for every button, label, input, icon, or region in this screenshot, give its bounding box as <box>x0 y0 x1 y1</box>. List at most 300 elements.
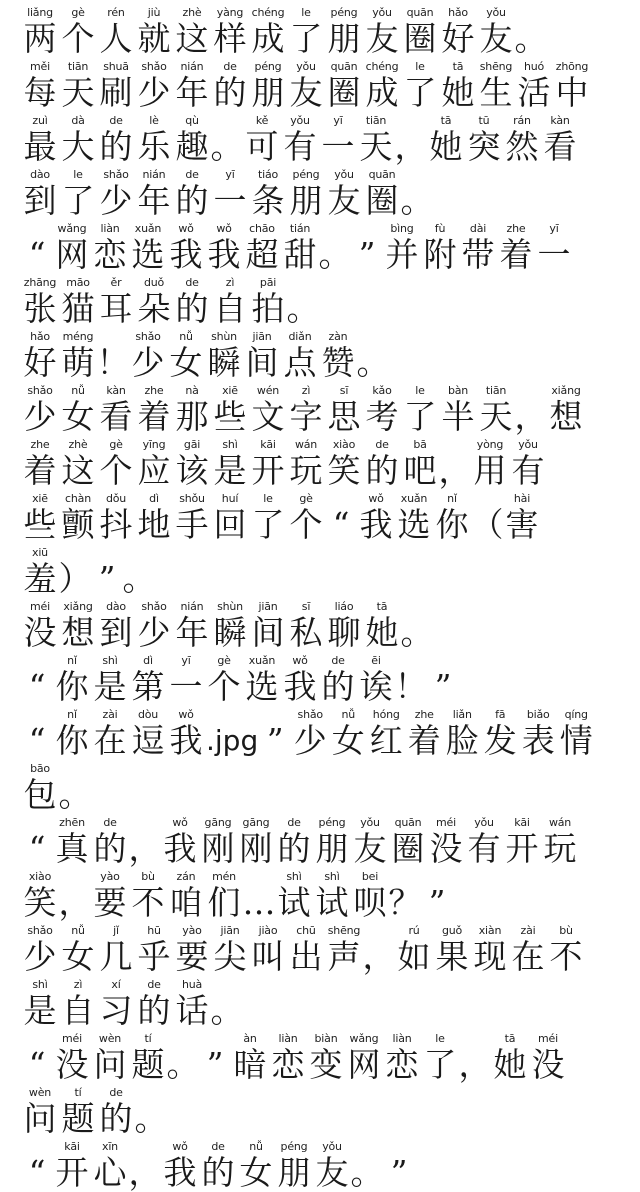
ruby-char <box>60 276 96 328</box>
pinyin: qíng <box>564 708 588 721</box>
hanzi: ” <box>266 721 284 760</box>
pinyin: zhè <box>68 438 88 451</box>
hanzi: 文 <box>251 397 285 436</box>
pinyin: zài <box>520 924 536 937</box>
hanzi: 看 <box>99 397 133 436</box>
hanzi: 这 <box>61 451 95 490</box>
hanzi: 的 <box>213 73 247 112</box>
hanzi: 刚 <box>239 829 273 868</box>
ruby-char <box>136 1086 166 1138</box>
hanzi: 变 <box>309 1045 343 1084</box>
ruby-char <box>22 114 58 166</box>
ruby-char <box>384 1032 420 1084</box>
pinyin: mén <box>212 870 236 883</box>
ruby-char <box>206 222 242 274</box>
pinyin: nǐ <box>67 708 77 721</box>
pinyin: liàn <box>278 1032 298 1045</box>
pinyin: gè <box>109 438 123 451</box>
ruby-char <box>326 60 362 112</box>
text-line <box>22 868 622 922</box>
pinyin: chéng <box>251 6 285 19</box>
hanzi: 要 <box>93 883 127 922</box>
pinyin: yǒu <box>334 168 354 181</box>
hanzi: 思 <box>327 397 361 436</box>
hanzi: 几 <box>99 937 133 976</box>
ruby-char <box>250 276 286 328</box>
pinyin: zhe <box>414 708 434 721</box>
hanzi: 笑 <box>23 883 57 922</box>
pinyin: kàn <box>550 114 570 127</box>
hanzi: 并 <box>385 235 419 274</box>
hanzi: 天 <box>61 73 95 112</box>
hanzi: 年 <box>137 181 171 220</box>
pinyin: bù <box>559 924 573 937</box>
ruby-char <box>282 222 318 274</box>
hanzi: 你 <box>435 505 469 544</box>
pinyin: zì <box>301 384 311 397</box>
pinyin: sī <box>301 600 311 613</box>
pinyin: wèn <box>28 1086 52 1099</box>
ruby-char <box>250 924 286 976</box>
hanzi: 圈 <box>403 19 437 58</box>
pinyin: rú <box>408 924 420 937</box>
ruby-char <box>212 6 248 58</box>
pinyin: xiào <box>332 438 356 451</box>
pinyin: péng <box>330 6 358 19</box>
hanzi: 些 <box>23 505 57 544</box>
ruby-char <box>288 438 324 490</box>
hanzi: 考 <box>365 397 399 436</box>
ruby-char <box>60 330 96 382</box>
ruby-char <box>60 600 96 652</box>
hanzi: 羞 <box>23 559 57 598</box>
text-line <box>22 1030 622 1084</box>
ruby-char <box>130 222 166 274</box>
hanzi: 没 <box>55 1045 89 1084</box>
ruby-char <box>244 114 280 166</box>
hanzi: 圈 <box>365 181 399 220</box>
hanzi: 自 <box>213 289 247 328</box>
ruby-char <box>54 1140 90 1192</box>
hanzi: 我 <box>207 235 241 274</box>
pinyin: yīng <box>142 438 166 451</box>
ruby-char <box>22 384 58 436</box>
hanzi: ！ <box>96 343 130 382</box>
hanzi: 一 <box>321 127 355 166</box>
hanzi: 间 <box>245 343 279 382</box>
hanzi: 女 <box>239 1153 273 1192</box>
hanzi: 想 <box>549 397 583 436</box>
pinyin: le <box>263 492 273 505</box>
pinyin: gè <box>299 492 313 505</box>
pinyin: wén <box>256 384 280 397</box>
ruby-char <box>174 438 210 490</box>
hanzi: 颤 <box>61 505 95 544</box>
ruby-char <box>60 438 96 490</box>
hanzi: 习 <box>99 991 133 1030</box>
pinyin: gè <box>217 654 231 667</box>
pinyin: dài <box>469 222 487 235</box>
pinyin: huó <box>523 60 545 73</box>
pinyin: yǒu <box>360 816 380 829</box>
ruby-char <box>60 978 96 1030</box>
hanzi: 她 <box>365 613 399 652</box>
pinyin: shuā <box>103 60 129 73</box>
hanzi: 年 <box>175 73 209 112</box>
pinyin: wǒ <box>368 492 384 505</box>
ruby-char <box>390 816 426 868</box>
ruby-char <box>288 6 324 58</box>
ruby-char <box>22 276 58 328</box>
pinyin: zài <box>102 708 118 721</box>
ruby-char <box>250 384 286 436</box>
hanzi: ， <box>58 883 92 922</box>
hanzi: 回 <box>213 505 247 544</box>
hanzi: 。 <box>58 775 92 814</box>
hanzi: 超 <box>245 235 279 274</box>
pinyin: wǒ <box>178 708 194 721</box>
pinyin: shǒu <box>179 492 205 505</box>
hanzi: 题 <box>61 1099 95 1138</box>
ruby-char <box>270 1032 306 1084</box>
ruby-char <box>22 330 58 382</box>
text-line <box>22 274 622 328</box>
hanzi: 我 <box>163 1153 197 1192</box>
hanzi: 友 <box>353 829 387 868</box>
pinyin: wǒ <box>216 222 232 235</box>
ruby-char <box>402 168 432 220</box>
hanzi: 少 <box>99 181 133 220</box>
hanzi: 友 <box>365 19 399 58</box>
pinyin: duǒ <box>143 276 165 289</box>
hanzi: 玩 <box>289 451 323 490</box>
ruby-char <box>440 438 470 490</box>
text-line <box>22 652 622 706</box>
pinyin: wán <box>548 816 572 829</box>
hanzi: ， <box>514 397 548 436</box>
ruby-char <box>472 492 502 544</box>
hanzi: 成 <box>251 19 285 58</box>
hanzi: 。 <box>356 343 390 382</box>
ruby-char <box>22 546 58 598</box>
hanzi: 友 <box>315 1153 349 1192</box>
hanzi: ， <box>394 127 428 166</box>
ruby-char <box>558 708 594 760</box>
hanzi: 了 <box>251 505 285 544</box>
pinyin: yī <box>181 654 191 667</box>
ruby-char <box>200 1140 236 1192</box>
ruby-char <box>212 384 248 436</box>
ruby-char <box>282 654 318 706</box>
pinyin: jiān <box>252 330 272 343</box>
hanzi: 生 <box>479 73 513 112</box>
hanzi: 手 <box>175 505 209 544</box>
hanzi: 声 <box>327 937 361 976</box>
ruby-char <box>98 276 134 328</box>
pinyin: chū <box>296 924 316 937</box>
ruby-char <box>124 546 154 598</box>
pinyin: jiù <box>147 6 161 19</box>
hanzi: ” <box>434 667 452 706</box>
ruby-char <box>238 816 274 868</box>
pinyin: le <box>415 384 425 397</box>
pinyin: nián <box>180 60 204 73</box>
hanzi: 不 <box>549 937 583 976</box>
ruby-char <box>168 708 204 760</box>
ruby-char <box>250 438 286 490</box>
text-line <box>22 544 622 598</box>
hanzi: 些 <box>213 397 247 436</box>
pinyin: gāng <box>242 816 270 829</box>
hanzi: 的 <box>201 1153 235 1192</box>
ruby-char <box>358 654 394 706</box>
ruby-char <box>212 600 248 652</box>
ruby-char <box>136 924 172 976</box>
pinyin: liáo <box>334 600 354 613</box>
pinyin: tā <box>504 1032 516 1045</box>
hanzi: 一 <box>213 181 247 220</box>
pinyin: lè <box>149 114 159 127</box>
pinyin: shùn <box>217 600 243 613</box>
hanzi: 心 <box>93 1153 127 1192</box>
pinyin: quān <box>394 816 422 829</box>
hanzi: 的 <box>175 181 209 220</box>
hanzi: ” <box>390 1153 408 1192</box>
pinyin: shǎo <box>135 330 161 343</box>
pinyin: shì <box>102 654 118 667</box>
ruby-char <box>308 1032 344 1084</box>
hanzi: 着 <box>137 397 171 436</box>
pinyin: zhe <box>144 384 164 397</box>
ruby-char <box>174 276 210 328</box>
hanzi: 尖 <box>213 937 247 976</box>
hanzi: 呗 <box>353 883 387 922</box>
ruby-char <box>60 492 96 544</box>
hanzi: 如 <box>397 937 431 976</box>
hanzi: “ <box>28 829 46 868</box>
hanzi: 。 <box>210 127 244 166</box>
hanzi: 趣 <box>175 127 209 166</box>
ruby-char <box>326 6 362 58</box>
pinyin: bàn <box>447 384 469 397</box>
ruby-char <box>98 6 134 58</box>
hanzi: 你 <box>55 721 89 760</box>
hanzi: 猫 <box>61 289 95 328</box>
pinyin: bei <box>361 870 379 883</box>
hanzi: 可 <box>245 127 279 166</box>
hanzi: 不 <box>131 883 165 922</box>
hanzi: 情 <box>559 721 593 760</box>
hanzi: 个 <box>207 667 241 706</box>
pinyin: zhōng <box>555 60 589 73</box>
ruby-char <box>130 330 166 382</box>
hanzi: 女 <box>169 343 203 382</box>
pinyin: jǐ <box>113 924 119 937</box>
ruby-char <box>282 114 318 166</box>
hanzi: 朵 <box>137 289 171 328</box>
hanzi: 她 <box>493 1045 527 1084</box>
pinyin: de <box>185 276 199 289</box>
hanzi: 有 <box>283 127 317 166</box>
ruby-char <box>396 654 426 706</box>
hanzi: 女 <box>61 937 95 976</box>
ruby-char <box>22 708 52 760</box>
hanzi: 问 <box>93 1045 127 1084</box>
pinyin: xiē <box>222 384 238 397</box>
hanzi: 成 <box>365 73 399 112</box>
hanzi: 突 <box>467 127 501 166</box>
hanzi: ” <box>428 883 446 922</box>
hanzi: 网 <box>347 1045 381 1084</box>
hanzi: 表 <box>521 721 555 760</box>
pinyin: wǎng <box>57 222 87 235</box>
hanzi: 朋 <box>289 181 323 220</box>
pinyin: tiān <box>365 114 387 127</box>
hanzi: 没 <box>429 829 463 868</box>
text-line <box>22 4 622 58</box>
hanzi: 刚 <box>201 829 235 868</box>
ruby-char <box>472 924 508 976</box>
hanzi: 天 <box>359 127 393 166</box>
hanzi: 少 <box>131 343 165 382</box>
hanzi: 然 <box>505 127 539 166</box>
hanzi: 没 <box>23 613 57 652</box>
ruby-char <box>314 1140 350 1192</box>
ruby-char <box>60 114 96 166</box>
hanzi: 。 <box>122 559 156 598</box>
ruby-char <box>440 60 476 112</box>
hanzi: ！ <box>394 667 428 706</box>
hanzi: 地 <box>137 505 171 544</box>
pinyin: de <box>103 816 117 829</box>
hanzi: 耳 <box>99 289 133 328</box>
hanzi: 个 <box>99 451 133 490</box>
hanzi: 是 <box>23 991 57 1030</box>
hanzi: 用 <box>473 451 507 490</box>
pinyin: péng <box>280 1140 308 1153</box>
hanzi: 女 <box>61 397 95 436</box>
hanzi: 我 <box>169 235 203 274</box>
ruby-char <box>22 600 58 652</box>
ruby-char <box>250 60 286 112</box>
pinyin: zán <box>176 870 196 883</box>
hanzi: 抖 <box>99 505 133 544</box>
hanzi: 。 <box>318 235 352 274</box>
pinyin: quān <box>368 168 396 181</box>
ruby-char <box>212 924 248 976</box>
hanzi: 赞 <box>321 343 355 382</box>
hanzi: 活 <box>517 73 551 112</box>
pinyin: shì <box>324 870 340 883</box>
ruby-char <box>406 708 442 760</box>
pinyin: wǒ <box>292 654 308 667</box>
pinyin: hǎo <box>30 330 50 343</box>
hanzi: ” <box>358 235 376 274</box>
ruby-char <box>548 384 584 436</box>
ruby-char <box>326 600 362 652</box>
pinyin: nǐ <box>67 654 77 667</box>
hanzi: “ <box>28 1153 46 1192</box>
ruby-char <box>276 870 312 922</box>
ruby-char <box>136 6 172 58</box>
ruby-char <box>212 168 248 220</box>
ruby-char <box>54 816 90 868</box>
ruby-char <box>136 438 172 490</box>
ruby-char <box>314 816 350 868</box>
pinyin: xiàn <box>478 924 502 937</box>
pinyin: tā <box>440 114 452 127</box>
hanzi: 两 <box>23 19 57 58</box>
hanzi: 是 <box>213 451 247 490</box>
pinyin: rén <box>107 6 125 19</box>
ruby-char <box>174 60 210 112</box>
ruby-char <box>98 168 134 220</box>
hanzi: 张 <box>23 289 57 328</box>
hanzi: 圈 <box>327 73 361 112</box>
hanzi: “ <box>28 235 46 274</box>
hanzi: 在 <box>511 937 545 976</box>
ruby-char <box>250 600 286 652</box>
pinyin: xīn <box>102 1140 118 1153</box>
pinyin: zì <box>225 276 235 289</box>
ruby-char <box>92 546 122 598</box>
ruby-char <box>422 870 452 922</box>
ruby-char <box>444 708 480 760</box>
pinyin: ěr <box>110 276 122 289</box>
ruby-char <box>516 60 552 112</box>
text-line <box>22 1084 622 1138</box>
pinyin: yào <box>100 870 120 883</box>
hanzi: 了 <box>61 181 95 220</box>
ruby-char <box>434 924 470 976</box>
ruby-char <box>478 384 514 436</box>
pinyin: xiào <box>28 870 52 883</box>
hanzi: 脸 <box>445 721 479 760</box>
ruby-char <box>250 492 286 544</box>
hanzi: 一 <box>169 667 203 706</box>
hanzi: 这 <box>175 19 209 58</box>
ruby-char <box>22 816 52 868</box>
hanzi: 少 <box>293 721 327 760</box>
ruby-char <box>422 222 458 274</box>
ruby-char <box>98 60 134 112</box>
pinyin: shēng <box>327 924 361 937</box>
hanzi: 瞬 <box>213 613 247 652</box>
pinyin: de <box>331 654 345 667</box>
pinyin: de <box>147 978 161 991</box>
pinyin: māo <box>66 276 90 289</box>
pinyin: wǒ <box>178 222 194 235</box>
text-line <box>22 220 622 274</box>
pinyin: tí <box>144 1032 152 1045</box>
ruby-char <box>250 168 286 220</box>
ruby-char <box>60 924 96 976</box>
ruby-char <box>212 276 248 328</box>
ruby-char <box>98 1086 134 1138</box>
hanzi: 我 <box>163 829 197 868</box>
pinyin: gè <box>71 6 85 19</box>
ruby-char <box>22 924 58 976</box>
hanzi: 的 <box>175 289 209 328</box>
ruby-char <box>98 492 134 544</box>
ruby-char <box>136 600 172 652</box>
pinyin: zì <box>73 978 83 991</box>
pinyin: de <box>109 1086 123 1099</box>
pinyin: de <box>223 60 237 73</box>
hanzi: 少 <box>23 397 57 436</box>
pinyin: zhēn <box>59 816 85 829</box>
pinyin: dǒu <box>105 492 127 505</box>
